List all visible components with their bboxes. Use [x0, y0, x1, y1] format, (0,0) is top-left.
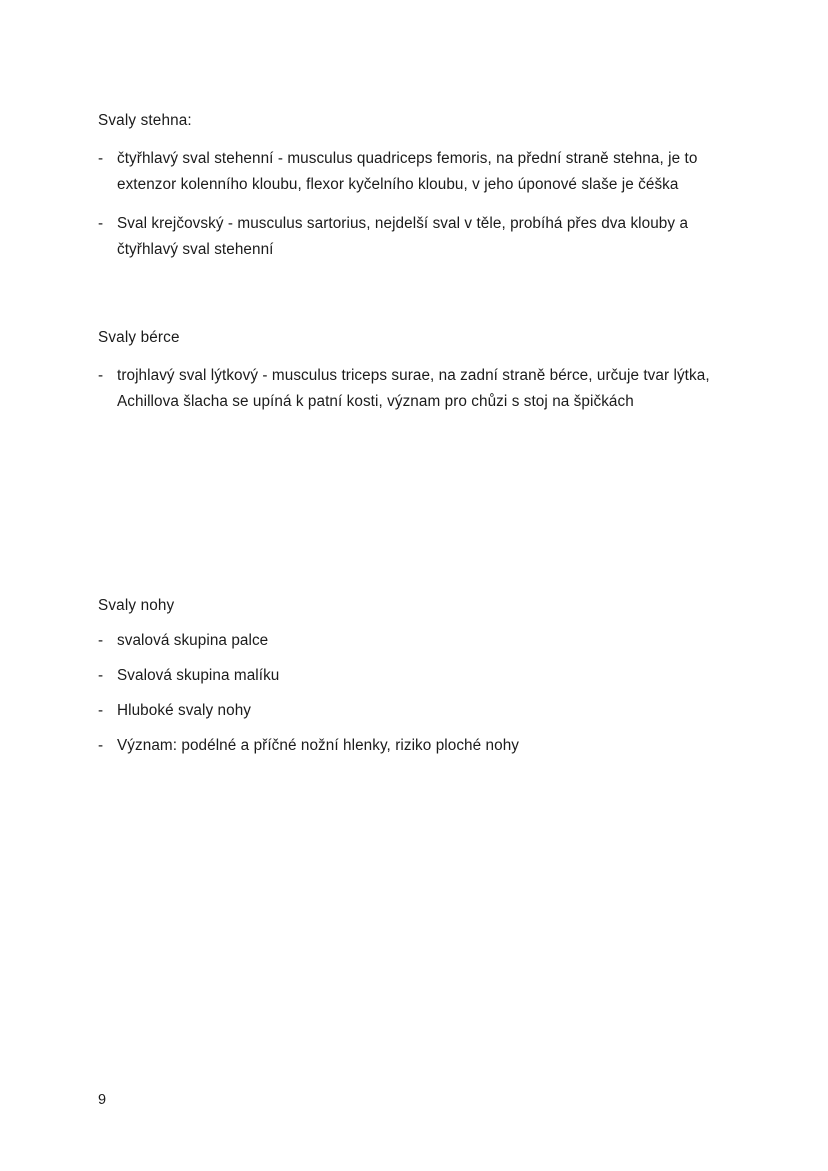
- bullet-dash-icon: -: [98, 215, 104, 232]
- section-heading-svaly-stehna: Svaly stehna:: [98, 112, 192, 129]
- list-item-text: čtyřhlavý sval stehenní - musculus quadriceps femoris, na přední straně stehna, je to extenzor kolenního kloubu, flexor kyčelního kloubu, v jeho úponové slaše je čéška: [117, 150, 698, 193]
- list-item: [98, 146, 730, 198]
- list-item-text: svalová skupina palce: [117, 632, 269, 649]
- section-heading-svaly-nohy: Svaly nohy: [98, 597, 175, 614]
- bullet-dash-icon: -: [98, 632, 104, 649]
- list-item: [98, 628, 730, 654]
- list-item: [98, 363, 730, 415]
- bullet-dash-icon: -: [98, 667, 104, 684]
- bullet-dash-icon: -: [98, 150, 104, 167]
- page-number: 9: [98, 1092, 107, 1108]
- list-item: [98, 663, 730, 689]
- bullet-dash-icon: -: [98, 702, 104, 719]
- list-item-text: Sval krejčovský - musculus sartorius, nejdelší sval v těle, probíhá přes dva klouby a čtyřhlavý sval stehenní: [117, 215, 689, 258]
- bullet-dash-icon: -: [98, 367, 104, 384]
- document-body: [98, 108, 730, 759]
- list-item-text: Svalová skupina malíku: [117, 667, 280, 684]
- section-svaly-stehna: [98, 108, 730, 263]
- section-svaly-berce: [98, 325, 730, 415]
- list-item-text: Hluboké svaly nohy: [117, 702, 252, 719]
- section-heading-svaly-berce: Svaly bérce: [98, 329, 180, 346]
- list-item-text: Význam: podélné a příčné nožní hlenky, riziko ploché nohy: [117, 737, 520, 754]
- bullet-dash-icon: -: [98, 737, 104, 754]
- bullet-list-svaly-nohy: [98, 628, 730, 759]
- section-svaly-nohy: [98, 593, 730, 759]
- bullet-list-svaly-stehna: [98, 146, 730, 263]
- list-item-text: trojhlavý sval lýtkový - musculus triceps surae, na zadní straně bérce, určuje tvar lýtka, Achillova šlacha se upíná k patní kosti, význam pro chůzi s stoj na špičkách: [117, 367, 710, 410]
- list-item: [98, 211, 730, 263]
- list-item: [98, 733, 730, 759]
- list-item: [98, 698, 730, 724]
- bullet-list-svaly-berce: [98, 363, 730, 415]
